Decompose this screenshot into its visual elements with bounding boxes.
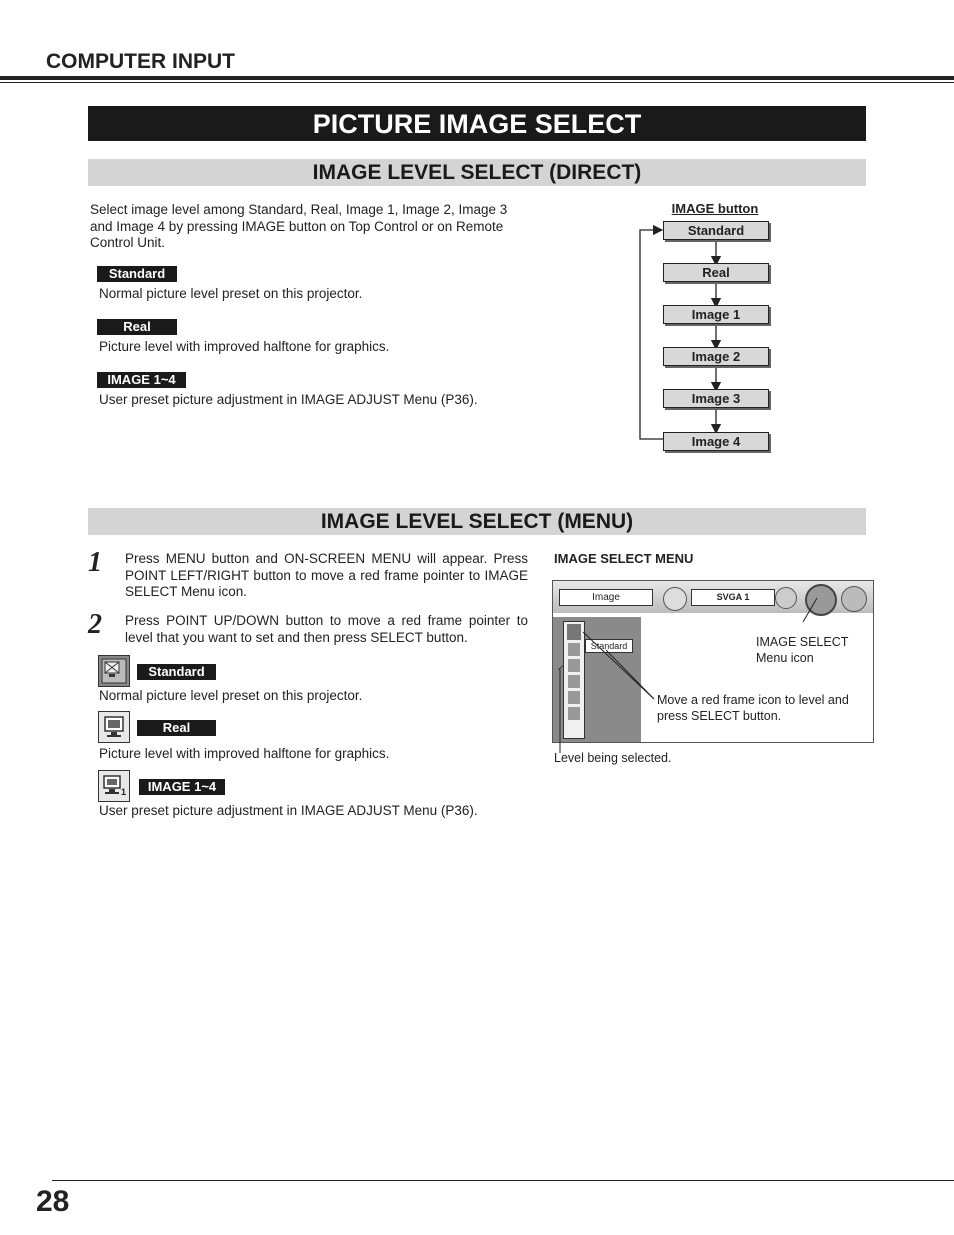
direct-tag-image: IMAGE 1~4 [97, 372, 186, 388]
footer-rule [52, 1180, 954, 1181]
direct-desc-real: Picture level with improved halftone for graphics. [99, 339, 390, 354]
callout-menu-icon: IMAGE SELECT Menu icon [756, 635, 849, 665]
flow-step-standard: Standard [663, 221, 769, 240]
real-level-icon [98, 711, 130, 743]
direct-heading: IMAGE LEVEL SELECT (DIRECT) [88, 159, 866, 186]
menu-tag-real: Real [137, 720, 216, 736]
menu-selected-label: Standard [585, 639, 633, 653]
flow-step-image2: Image 2 [663, 347, 769, 366]
flow-step-image4: Image 4 [663, 432, 769, 451]
menu-heading: IMAGE LEVEL SELECT (MENU) [88, 508, 866, 535]
flow-step-image1: Image 1 [663, 305, 769, 324]
step-text-2: Press POINT UP/DOWN button to move a red frame pointer to level that you want to set and then press SELECT button. [125, 613, 528, 645]
page-number: 28 [36, 1185, 70, 1218]
menu-field-source: SVGA 1 [691, 589, 775, 606]
menu-desc-real: Picture level with improved halftone for graphics. [99, 746, 390, 761]
menu-desc-image: User preset picture adjustment in IMAGE ADJUST Menu (P36). [99, 803, 478, 818]
image-level-icon [98, 770, 130, 802]
step-number-1: 1 [88, 547, 102, 578]
header-rule-thin [0, 82, 954, 83]
direct-desc-image: User preset picture adjustment in IMAGE ADJUST Menu (P36). [99, 392, 478, 407]
section-label: COMPUTER INPUT [46, 50, 235, 73]
image-icon-subscript: 1 [121, 787, 127, 797]
menu-field-image: Image [559, 589, 653, 606]
callout-red-frame: Move a red frame icon to level and press SELECT button. [657, 693, 849, 723]
menu-tag-image: IMAGE 1~4 [139, 779, 225, 795]
flow-arrows [630, 215, 790, 455]
flow-step-image3: Image 3 [663, 389, 769, 408]
menu-tag-standard: Standard [137, 664, 216, 680]
callout-level: Level being selected. [554, 751, 672, 765]
direct-desc-standard: Normal picture level preset on this projector. [99, 286, 363, 301]
flow-step-real: Real [663, 263, 769, 282]
step-text-1: Press MENU button and ON-SCREEN MENU will appear. Press POINT LEFT/RIGHT button to move a red frame pointer to IMAGE SELECT Menu icon. [125, 551, 528, 599]
direct-intro: Select image level among Standard, Real, Image 1, Image 2, Image 3 and Image 4 by pressing IMAGE button on Top Control or on Remote Control Unit. [90, 202, 508, 250]
direct-tag-real: Real [97, 319, 177, 335]
menu-check-icon: ✓ [557, 663, 565, 673]
header-rule [0, 76, 954, 80]
direct-tag-standard: Standard [97, 266, 177, 282]
screen-caption: IMAGE SELECT MENU [554, 551, 694, 566]
menu-desc-standard: Normal picture level preset on this projector. [99, 688, 363, 703]
flow-label: IMAGE button [671, 201, 759, 216]
step-number-2: 2 [88, 609, 102, 640]
page-title: PICTURE IMAGE SELECT [88, 106, 866, 141]
standard-level-icon [98, 655, 130, 687]
